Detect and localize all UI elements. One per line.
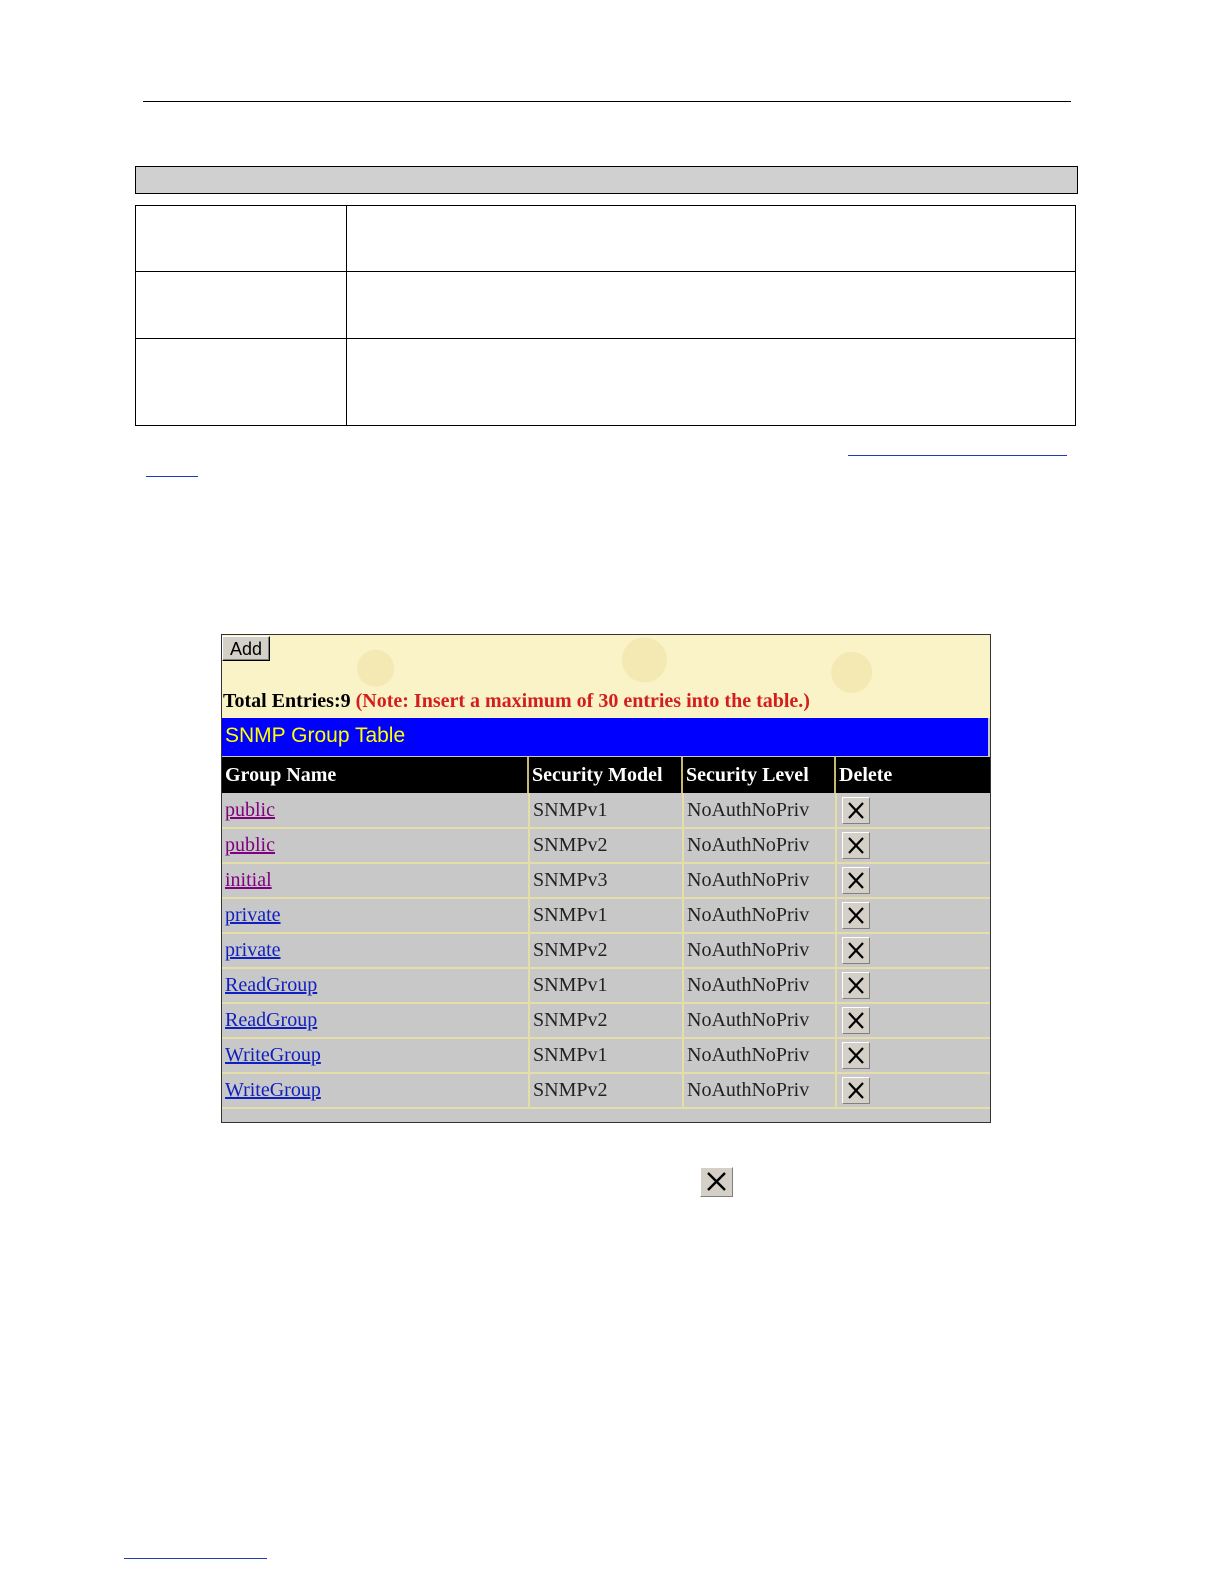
table-row <box>222 1073 990 1108</box>
delete-button[interactable] <box>842 797 870 824</box>
group-name-link[interactable]: initial <box>225 869 272 891</box>
add-button[interactable]: Add <box>222 636 270 661</box>
security-level-cell: NoAuthNoPriv <box>683 1038 836 1073</box>
security-level-cell: NoAuthNoPriv <box>683 968 836 1003</box>
close-x-icon <box>843 938 869 963</box>
column-header-group-name: Group Name <box>222 757 529 793</box>
delete-button[interactable] <box>842 902 870 929</box>
hyperlink-underline[interactable] <box>848 455 1067 456</box>
group-name-link[interactable]: WriteGroup <box>225 1044 321 1066</box>
column-header-security-level: Security Level <box>683 757 836 793</box>
total-entries: Total Entries:9 <box>223 690 351 712</box>
group-name-link[interactable]: private <box>225 939 281 961</box>
snmp-group-table <box>222 793 990 1109</box>
security-level-cell: NoAuthNoPriv <box>683 1073 836 1108</box>
parameter-row <box>136 339 1076 426</box>
table-row <box>222 793 990 828</box>
security-model-cell: SNMPv3 <box>529 863 683 898</box>
close-x-icon <box>843 1008 869 1033</box>
close-x-icon <box>843 833 869 858</box>
column-header-security-model: Security Model <box>529 757 683 793</box>
security-level-cell: NoAuthNoPriv <box>683 933 836 968</box>
security-model-cell: SNMPv1 <box>529 968 683 1003</box>
delete-icon-illustration <box>700 1167 733 1197</box>
group-name-link[interactable]: public <box>225 798 275 821</box>
close-x-icon <box>701 1168 732 1196</box>
group-name-link[interactable]: public <box>225 834 275 856</box>
delete-button[interactable] <box>842 1042 870 1069</box>
security-level-cell: NoAuthNoPriv <box>683 828 836 863</box>
security-level-cell: NoAuthNoPriv <box>683 898 836 933</box>
security-model-cell: SNMPv1 <box>529 898 683 933</box>
table-row <box>222 933 990 968</box>
table-row <box>222 968 990 1003</box>
total-entries-line <box>223 690 810 713</box>
security-model-cell: SNMPv2 <box>529 933 683 968</box>
screenshot-header-area <box>222 635 990 718</box>
close-x-icon <box>843 868 869 893</box>
close-x-icon <box>843 1043 869 1068</box>
security-model-cell: SNMPv2 <box>529 828 683 863</box>
table-row <box>222 1003 990 1038</box>
delete-button[interactable] <box>842 937 870 964</box>
group-name-link[interactable]: WriteGroup <box>225 1079 321 1101</box>
parameter-table-header <box>135 166 1078 194</box>
security-model-cell: SNMPv2 <box>529 1003 683 1038</box>
hyperlink-underline-continued[interactable] <box>146 476 198 477</box>
table-title-bar <box>222 718 988 756</box>
close-x-icon <box>843 1078 869 1103</box>
column-header-delete: Delete <box>839 764 893 786</box>
close-x-icon <box>843 903 869 928</box>
parameter-table <box>135 205 1076 426</box>
table-header-row <box>222 757 990 793</box>
security-model-cell: SNMPv1 <box>529 793 683 828</box>
delete-button[interactable] <box>842 1077 870 1104</box>
page-header-rule <box>143 101 1071 102</box>
group-name-link[interactable]: ReadGroup <box>225 1009 318 1031</box>
security-model-cell: SNMPv2 <box>529 1073 683 1108</box>
security-level-cell: NoAuthNoPriv <box>683 863 836 898</box>
group-name-link[interactable]: ReadGroup <box>225 974 318 996</box>
delete-button[interactable] <box>842 867 870 894</box>
footer-link-underline[interactable] <box>124 1558 267 1559</box>
parameter-row <box>136 206 1076 272</box>
table-row <box>222 863 990 898</box>
snmp-group-table-screenshot <box>221 634 991 1123</box>
close-x-icon <box>843 973 869 998</box>
security-level-cell: NoAuthNoPriv <box>683 793 836 828</box>
entries-note: (Note: Insert a maximum of 30 entries into the table.) <box>355 690 810 712</box>
table-title: SNMP Group Table <box>225 724 406 747</box>
close-x-icon <box>843 798 869 823</box>
security-model-cell: SNMPv1 <box>529 1038 683 1073</box>
group-name-link[interactable]: private <box>225 904 281 926</box>
delete-button[interactable] <box>842 1007 870 1034</box>
table-row <box>222 1038 990 1073</box>
delete-button[interactable] <box>842 832 870 859</box>
parameter-row <box>136 272 1076 339</box>
security-level-cell: NoAuthNoPriv <box>683 1003 836 1038</box>
table-row <box>222 828 990 863</box>
table-row <box>222 898 990 933</box>
delete-button[interactable] <box>842 972 870 999</box>
